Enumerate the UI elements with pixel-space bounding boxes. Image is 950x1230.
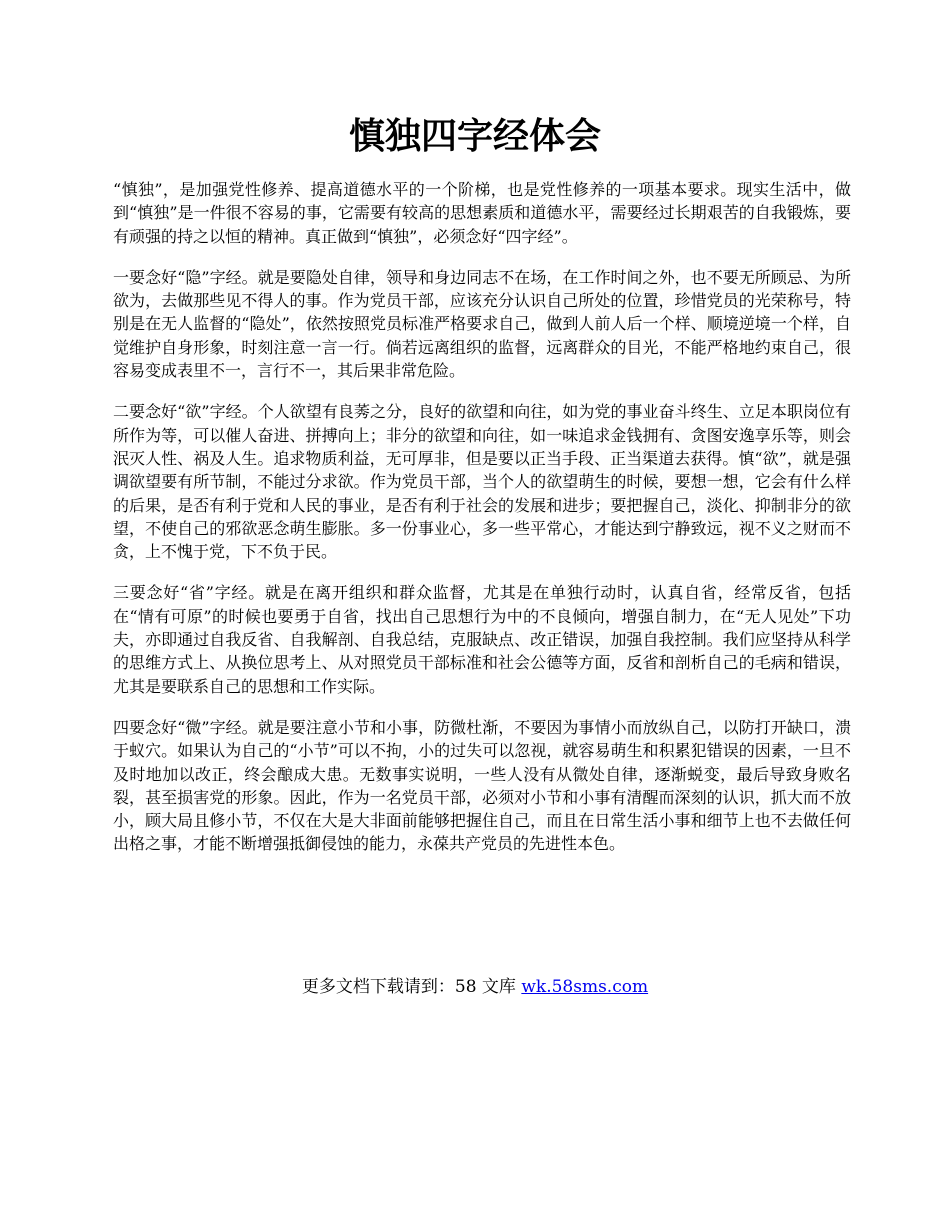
footer-text: 更多文档下载请到：58 文库 xyxy=(301,977,522,997)
paragraph-xing: 三要念好“省”字经。就是在离开组织和群众监督，尤其是在单独行动时，认真自省，经常反省，包括在“情有可原”的时候也要勇于自省，找出自己思想行为中的不良倾向，增强自制力，在“无人见处”下功夫，亦即通过自我反省、自我解剖、自我总结，克服缺点、改正错误，加强自我控制。我们应坚持从科学的思维方式上、从换位思考上、从对照党员干部标准和社会公德等方面，反省和剖析自己的毛病和错误，尤其是要联系自己的思想和工作实际。 xyxy=(113,583,851,696)
paragraph-intro: “慎独”，是加强党性修养、提高道德水平的一个阶梯，也是党性修养的一项基本要求。现实生活中，做到“慎独”是一件很不容易的事，它需要有较高的思想素质和道德水平，需要经过长期艰苦的自我锻炼，要有顽强的持之以恒的精神。真正做到“慎独”，必须念好“四字经”。 xyxy=(113,180,851,246)
paragraph-yu: 二要念好“欲”字经。个人欲望有良莠之分，良好的欲望和向往，如为党的事业奋斗终生、立足本职岗位有所作为等，可以催人奋进、拼搏向上；非分的欲望和向往，如一味追求金钱拥有、贪图安逸享乐等，则会泯灭人性、祸及人生。追求物质利益，无可厚非，但是要以正当手段、正当渠道去获得。慎“欲”，就是强调欲望要有所节制，不能过分求欲。作为党员干部，当个人的欲望萌生的时候，要想一想，它会有什么样的后果，是否有利于党和人民的事业，是否有利于社会的发展和进步；要把握自己，淡化、抑制非分的欲望，不使自己的邪欲恶念萌生膨胀。多一份事业心，多一些平常心，才能达到宁静致远，视不义之财而不贪，上不愧于党，下不负于民。 xyxy=(113,402,851,562)
download-footer xyxy=(0,975,950,999)
paragraph-yin: 一要念好“隐”字经。就是要隐处自律，领导和身边同志不在场，在工作时间之外，也不要无所顾忌、为所欲为，去做那些见不得人的事。作为党员干部，应该充分认识自己所处的位置，珍惜党员的光荣称号，特别是在无人监督的“隐处”，依然按照党员标准严格要求自己，做到人前人后一个样、顺境逆境一个样，自觉维护自身形象，时刻注意一言一行。倘若远离组织的监督，远离群众的目光，不能严格地约束自己，很容易变成表里不一，言行不一，其后果非常危险。 xyxy=(113,267,851,381)
footer-link[interactable]: wk.58sms.com xyxy=(521,977,649,997)
paragraph-wei: 四要念好“微”字经。就是要注意小节和小事，防微杜渐，不要因为事情小而放纵自己，以防打开缺口，溃于蚁穴。如果认为自己的“小节”可以不拘，小的过失可以忽视，就容易萌生和积累犯错误的因素，一旦不及时地加以改正，终会酿成大患。无数事实说明，一些人没有从微处自律，逐渐蜕变，最后导致身败名裂，甚至损害党的形象。因此，作为一名党员干部，必须对小节和小事有清醒而深刻的认识，抓大而不放小，顾大局且修小节，不仅在大是大非面前能够把握住自己，而且在日常生活小事和细节上也不去做任何出格之事，才能不断增强抵御侵蚀的能力，永葆共产党员的先进性本色。 xyxy=(113,717,851,854)
document-title: 慎独四字经体会 xyxy=(348,115,601,157)
document-body xyxy=(113,178,851,874)
